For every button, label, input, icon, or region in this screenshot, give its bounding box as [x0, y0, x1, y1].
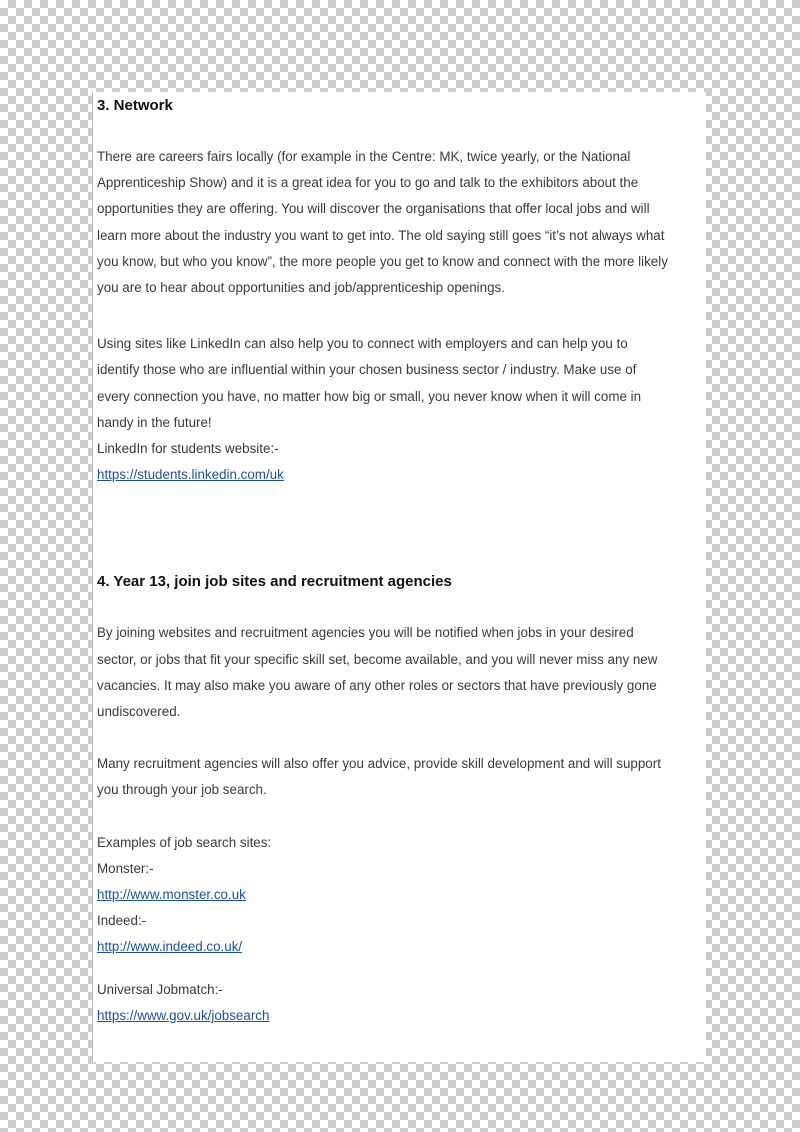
text-line: LinkedIn for students website:- — [97, 441, 279, 457]
indeed-link[interactable]: http://www.indeed.co.uk/ — [97, 939, 243, 955]
indeed-label: Indeed:- — [97, 913, 147, 929]
linkedin-students-link[interactable]: https://students.linkedin.com/uk — [97, 467, 284, 483]
text-line: handy in the future! — [97, 414, 212, 430]
monster-link[interactable]: http://www.monster.co.uk — [97, 887, 246, 903]
text-line: undiscovered. — [97, 704, 181, 720]
text-line: identify those who are influential within your chosen business sector / industry. Make use of — [97, 362, 637, 378]
text-line: every connection you have, no matter how big or small, you never know when it will come in — [97, 388, 642, 404]
document-content — [97, 94, 707, 1029]
text-line: sector, or jobs that fit your specific skill set, become available, and you will never miss any new — [97, 651, 658, 667]
text-line: Apprenticeship Show) and it is a great idea for you to go and talk to the exhibitors about the — [97, 175, 639, 191]
section-3-paragraph-2 — [97, 331, 707, 462]
examples-label: Examples of job search sites: — [97, 834, 272, 850]
universal-jobmatch-label: Universal Jobmatch:- — [97, 981, 223, 997]
section-4-paragraph-1 — [97, 620, 707, 725]
section-4-heading: 4. Year 13, join job sites and recruitment agencies — [97, 573, 452, 591]
text-line: opportunities they are offering. You will discover the organisations that offer local jobs and will — [97, 201, 650, 217]
text-line: By joining websites and recruitment agencies you will be notified when jobs in your desired — [97, 625, 634, 641]
section-3-heading: 3. Network — [97, 97, 173, 114]
section-4-paragraph-2 — [97, 751, 707, 803]
text-line: There are careers fairs locally (for example in the Centre: MK, twice yearly, or the National — [97, 149, 631, 164]
text-line: you through your job search. — [97, 782, 267, 798]
text-line: Many recruitment agencies will also offer you advice, provide skill development and will support — [97, 756, 661, 772]
monster-label: Monster:- — [97, 860, 154, 876]
text-line: learn more about the industry you want to get into. The old saying still goes “it’s not always what — [97, 227, 665, 243]
section-3-paragraph-1 — [97, 144, 707, 301]
text-line: you know, but who you know”, the more people you get to know and connect with the more likely — [97, 253, 668, 269]
universal-jobmatch-link[interactable]: https://www.gov.uk/jobsearch — [97, 1007, 270, 1023]
text-line: you are to hear about opportunities and job/apprenticeship openings. — [97, 280, 505, 296]
text-line: Using sites like LinkedIn can also help you to connect with employers and can help you to — [97, 336, 628, 352]
text-line: vacancies. It may also make you aware of any other roles or sectors that have previously gone — [97, 677, 657, 693]
page-left-edge — [92, 92, 93, 1062]
